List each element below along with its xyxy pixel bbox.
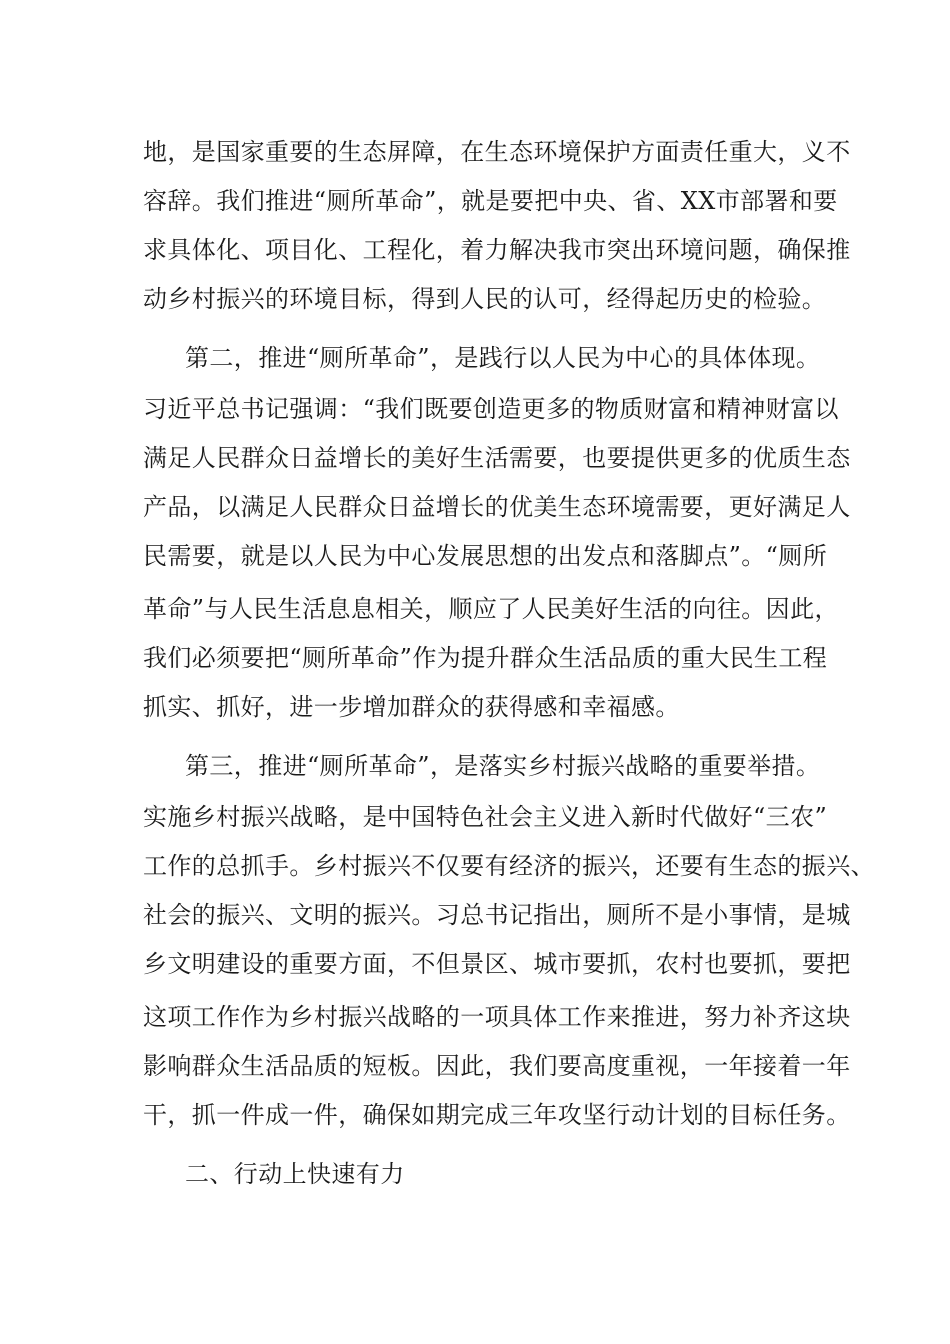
text-line: 干，抓一件成一件，确保如期完成三年攻坚行动计划的目标任务。 (143, 1101, 851, 1129)
text-line: 这项工作作为乡村振兴战略的一项具体工作来推进，努力补齐这块 (143, 1003, 851, 1031)
text-line: 地，是国家重要的生态屏障，在生态环境保护方面责任重大，义不 (143, 138, 851, 166)
paragraph-heading-line: 第三，推进“厕所革命”，是落实乡村振兴战略的重要举措。 (185, 752, 821, 780)
text-line: 革命”与人民生活息息相关，顺应了人民美好生活的向往。因此， (143, 595, 839, 623)
text-line: 工作的总抓手。乡村振兴不仅要有经济的振兴，还要有生态的振兴、 (143, 852, 875, 880)
text-line: 抓实、抓好，进一步增加群众的获得感和幸福感。 (143, 693, 680, 721)
text-line: 民需要，就是以人民为中心发展思想的出发点和落脚点”。“厕所 (143, 542, 828, 570)
paragraph-heading-line: 第二，推进“厕所革命”，是践行以人民为中心的具体体现。 (185, 344, 821, 372)
text-line: 乡文明建设的重要方面，不但景区、城市要抓，农村也要抓，要把 (143, 950, 851, 978)
text-line: 满足人民群众日益增长的美好生活需要，也要提供更多的优质生态 (143, 444, 851, 472)
text-line: 社会的振兴、文明的振兴。习总书记指出，厕所不是小事情，是城 (143, 901, 851, 929)
text-line: 产品，以满足人民群众日益增长的优美生态环境需要，更好满足人 (143, 493, 851, 521)
text-line: 动乡村振兴的环境目标，得到人民的认可，经得起历史的检验。 (143, 285, 827, 313)
text-line: 我们必须要把“厕所革命”作为提升群众生活品质的重大民生工程 (143, 644, 828, 672)
text-line: 习近平总书记强调：“我们既要创造更多的物质财富和精神财富以 (143, 395, 839, 423)
text-line: 影响群众生活品质的短板。因此，我们要高度重视，一年接着一年 (143, 1052, 851, 1080)
section-heading: 二、行动上快速有力 (185, 1160, 405, 1188)
text-line: 实施乡村振兴战略，是中国特色社会主义进入新时代做好“三农” (143, 803, 828, 831)
text-line: 容辞。我们推进“厕所革命”，就是要把中央、省、XX市部署和要 (143, 187, 838, 215)
text-line: 求具体化、项目化、工程化，着力解决我市突出环境问题，确保推 (143, 236, 851, 264)
